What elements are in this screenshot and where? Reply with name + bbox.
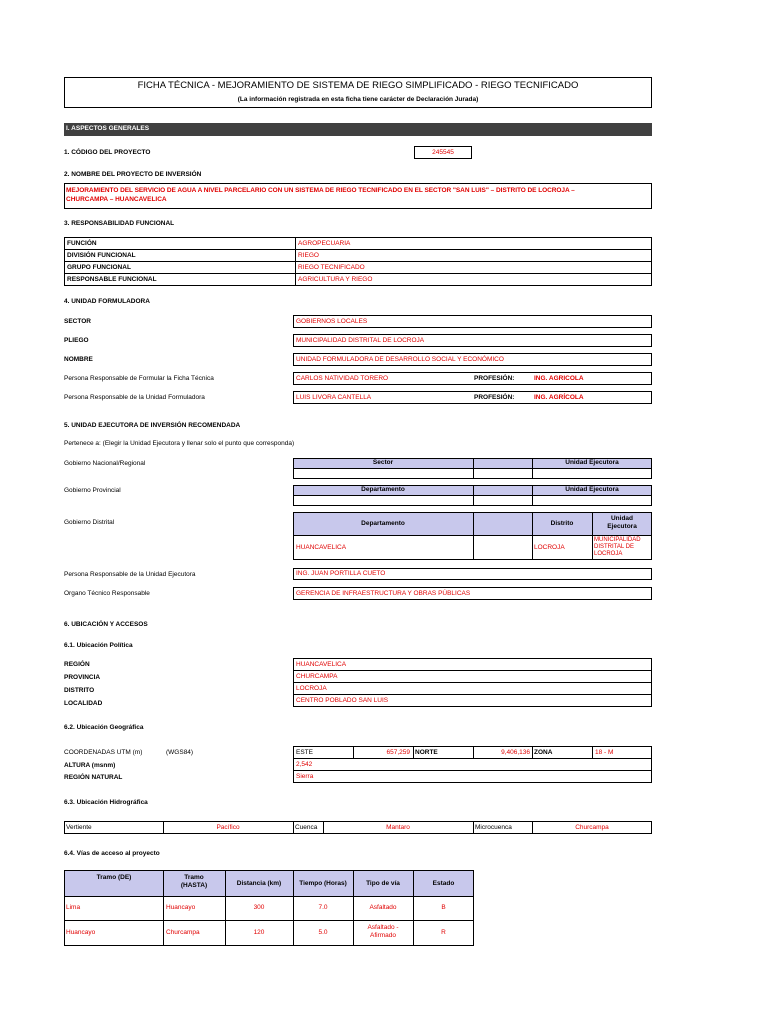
table-row [65, 238, 652, 250]
via2-estado: R [441, 929, 446, 936]
vias-header-tiempo: Tiempo (Horas) [299, 880, 347, 887]
responsabilidad-table [64, 237, 652, 286]
table-row [294, 695, 652, 707]
distrito-value: LOCROJA [294, 683, 652, 695]
resp-ejecutora-value: ING. JUAN PORTILLA CUETO [293, 568, 652, 580]
nombre-line-2: CHURCAMPA – HUANCAVELICA [66, 196, 167, 203]
geo-label: 6.2. Ubicación Geográfica [64, 724, 144, 731]
altura-value: 2,542 [296, 761, 313, 768]
organo-key: Organo Técnico Responsable [64, 590, 150, 597]
funcion-value: AGROPECUARIA [296, 238, 652, 250]
norte-value: 9,406,136 [501, 749, 530, 756]
page-title: FICHA TÉCNICA - MEJORAMIENTO DE SISTEMA DE RIEGO SIMPLIFICADO - RIEGO TECNIFICADO [137, 80, 579, 91]
table-row [294, 659, 652, 671]
region-key: REGIÓN [64, 661, 90, 668]
vertiente-value: Pacífico [216, 824, 240, 831]
section-bar [64, 123, 652, 136]
vias-header-tramo-de: Tramo (DE) [96, 874, 132, 881]
via1-tipo: Asfaltado [369, 904, 397, 911]
via2-hasta: Churcampa [166, 929, 200, 936]
via1-distancia: 300 [253, 904, 265, 911]
profesion-label-1: PROFESIÓN: [474, 375, 515, 382]
politica-label: 6.1. Ubicación Política [64, 642, 133, 649]
microcuenca-value: Churcampa [575, 824, 609, 831]
responsable-value: AGRICULTURA Y RIEGO [296, 274, 652, 286]
pliego-value: MUNICIPALIDAD DISTRITAL DE LOCROJA [293, 334, 652, 347]
hidro-label: 6.3. Ubicación Hidrográfica [64, 799, 148, 806]
division-value: RIEGO [296, 250, 652, 262]
via2-distancia: 120 [253, 929, 265, 936]
resp-unidad-value: LUIS LIVORA CANTELLA [296, 394, 372, 401]
cuenca-value: Mantaro [386, 824, 410, 831]
gob-distrital-departamento-value: HUANCAVELICA [296, 544, 347, 551]
vias-header-tipo: Tipo de vía [366, 880, 400, 887]
zona-key: ZONA [534, 749, 553, 756]
norte-key: NORTE [415, 749, 438, 756]
provincia-key: PROVINCIA [64, 674, 101, 681]
gob-nacional-unidad-header: Unidad Ejecutora [565, 459, 619, 466]
gob-nacional-label: Gobierno Nacional/Regional [64, 460, 146, 467]
gob-provincial-label: Gobierno Provincial [64, 487, 121, 494]
nombre-uf-value: UNIDAD FORMULADORA DE DESARROLLO SOCIAL Y ECONÓMICO [293, 353, 652, 366]
gob-provincial-unidad-header: Unidad Ejecutora [565, 486, 619, 493]
division-key: DIVISIÓN FUNCIONAL [65, 250, 296, 262]
profesion-value-1: ING. AGRICOLA [534, 375, 584, 382]
resp-ficha-key: Persona Responsable de Formular la Ficha Técnica [64, 375, 214, 382]
distrito-key: DISTRITO [64, 687, 95, 694]
wgs-label: (WGS84) [166, 749, 194, 756]
table-row [294, 671, 652, 683]
table-row [294, 683, 652, 695]
sector-value: GOBIERNOS LOCALES [293, 315, 652, 328]
gob-distrital-distrito-header: Distrito [550, 520, 574, 527]
via1-hasta: Huancayo [166, 904, 196, 911]
gob-distrital-label: Gobierno Distrital [64, 519, 115, 526]
table-row [65, 262, 652, 274]
sector-key: SECTOR [64, 318, 91, 325]
nombre-line-1: MEJORAMIENTO DEL SERVICIO DE AGUA A NIVEL PARCELARIO CON UN SISTEMA DE RIEGO TECNIFICADO EN EL SECTOR "SAN LUIS" – DISTRITO DE LOCROJA – [66, 187, 575, 194]
vertiente-key: Vertiente [66, 824, 92, 831]
este-key: ESTE [296, 749, 313, 756]
profesion-label-2: PROFESIÓN: [474, 394, 515, 401]
section-heading: I. ASPECTOS GENERALES [66, 125, 150, 132]
table-row [65, 274, 652, 286]
unidad-ejecutora-label: 5. UNIDAD EJECUTORA DE INVERSIÓN RECOMENDADA [64, 422, 241, 429]
gob-distrital-distrito-value: LOCROJA [534, 544, 565, 551]
responsabilidad-label: 3. RESPONSABILIDAD FUNCIONAL [64, 220, 175, 227]
vias-header-distancia: Distancia (km) [236, 880, 282, 887]
region-value: HUANCAVELICA [294, 659, 652, 671]
region-natural-key: REGIÓN NATURAL [64, 774, 123, 781]
politica-table [293, 658, 652, 707]
este-value: 657,259 [386, 749, 410, 756]
table-row [65, 250, 652, 262]
microcuenca-key: Microcuenca [475, 824, 512, 831]
localidad-key: LOCALIDAD [64, 700, 103, 707]
nombre-label: 2. NOMBRE DEL PROYECTO DE INVERSIÓN [64, 171, 202, 178]
gob-nacional-sector-header: Sector [372, 459, 394, 466]
via1-estado: B [441, 904, 446, 911]
pliego-key: PLIEGO [64, 337, 89, 344]
page-subtitle: (La información registrada en esta ficha tiene carácter de Declaración Jurada) [237, 96, 479, 103]
gob-distrital-unidad-value: MUNICIPALIDAD DISTRITAL DE LOCROJA [594, 537, 641, 557]
grupo-key: GRUPO FUNCIONAL [65, 262, 296, 274]
localidad-value: CENTRO POBLADO SAN LUIS [294, 695, 652, 707]
vias-header-estado: Estado [432, 880, 455, 887]
via2-tipo: Asfaltado - Afirmado [367, 924, 399, 939]
via1-tiempo: 7.0 [318, 904, 328, 911]
altura-key: ALTURA (msnm) [64, 762, 116, 769]
via1-de: Lima [66, 904, 81, 911]
ubicacion-label: 6. UBICACIÓN Y ACCESOS [64, 621, 148, 628]
codigo-value: 245545 [414, 146, 472, 159]
responsable-key: RESPONSABLE FUNCIONAL [65, 274, 296, 286]
zona-value: 18 - M [595, 749, 614, 756]
vias-label: 6.4. Vías de acceso al proyecto [64, 850, 160, 857]
profesion-value-2: ING. AGRÍCOLA [534, 394, 584, 401]
resp-ficha-value: CARLOS NATIVIDAD TORERO [296, 375, 389, 382]
resp-ejecutora-key: Persona Responsable de la Unidad Ejecutora [64, 571, 196, 578]
region-natural-value: Sierra [296, 773, 314, 780]
resp-unidad-key: Persona Responsable de la Unidad Formuladora [64, 394, 205, 401]
provincia-value: CHURCAMPA [294, 671, 652, 683]
grupo-value: RIEGO TECNIFICADO [296, 262, 652, 274]
unidad-formuladora-label: 4. UNIDAD FORMULADORA [64, 298, 150, 305]
codigo-label: 1. CÓDIGO DEL PROYECTO [64, 149, 151, 156]
coord-key: COORDENADAS UTM (m) [64, 749, 143, 756]
gob-distrital-departamento-header: Departamento [361, 520, 405, 527]
funcion-key: FUNCIÓN [65, 238, 296, 250]
pertenece-text: Pertenece a: (Elegir la Unidad Ejecutora y llenar solo el punto que corresponda) [64, 440, 295, 447]
gob-provincial-departamento-header: Departamento [361, 486, 405, 493]
cuenca-key: Cuenca [295, 824, 318, 831]
via2-tiempo: 5.0 [318, 929, 328, 936]
vias-header-tramo-hasta: Tramo (HASTA) [180, 874, 208, 889]
organo-value: GERENCIA DE INFRAESTRUCTURA Y OBRAS PÚBLICAS [293, 587, 652, 600]
via2-de: Huancayo [66, 929, 96, 936]
nombre-uf-key: NOMBRE [64, 356, 93, 363]
gob-distrital-unidad-header: Unidad Ejecutora [607, 515, 637, 530]
